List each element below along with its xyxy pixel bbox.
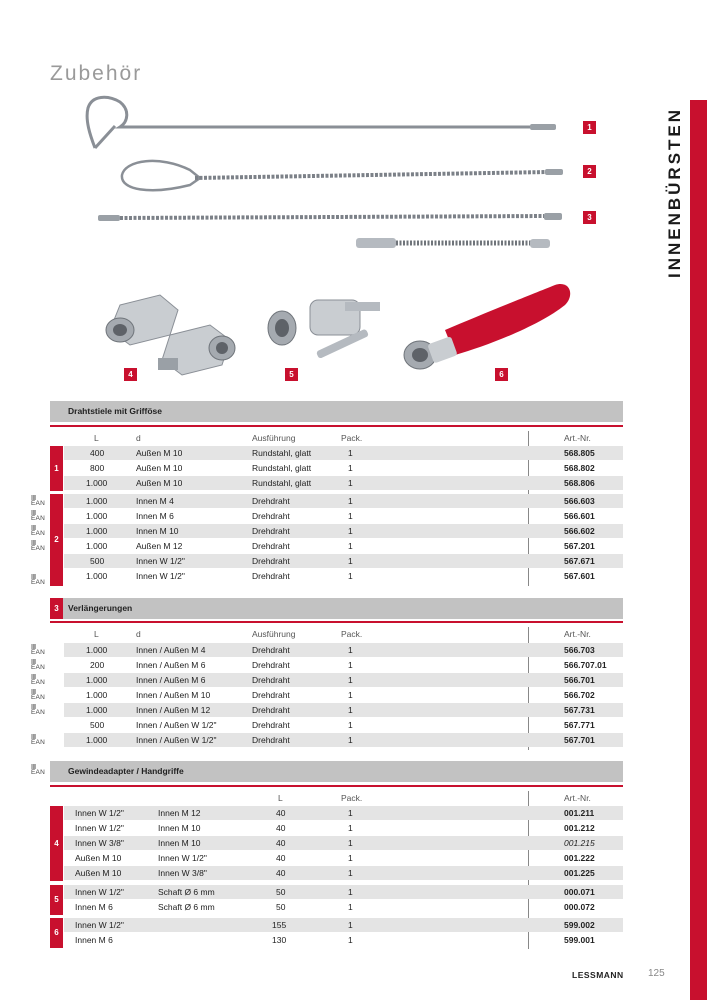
table-header: L d Ausführung Pack. Art.-Nr. [94,433,591,443]
table-row: 500 Innen / Außen W 1/2" Drehdraht 1 567.771 [90,720,595,730]
table-row: 1.000 Innen / Außen M 6 Drehdraht 1 566.701 [64,673,623,687]
table-row: 500 Innen W 1/2" Drehdraht 1 567.671 [64,554,623,568]
ean-barcode-icon: |||||| EAN [31,704,45,716]
section-divider [50,785,623,787]
ean-barcode-icon: |||||| EAN [31,525,45,537]
group-tag-4: 4 [50,806,63,881]
product-6-image [404,284,570,369]
table-row: 1.000 Innen / Außen W 1/2" Drehdraht 1 567.701 [64,733,623,747]
group-tag-2: 2 [50,494,63,586]
page-title: Zubehör [50,62,143,85]
table-row: 1.000 Innen M 10 Drehdraht 1 566.602 [64,524,623,538]
table-row: 800 Außen M 10 Rundstahl, glatt 1 568.802 [90,463,595,473]
table-row: 1.000 Innen M 6 Drehdraht 1 566.601 [86,511,595,521]
ean-barcode-icon: |||||| EAN [31,674,45,686]
brand-logo: LESSMANN [572,970,624,980]
group-tag-5: 5 [50,885,63,915]
section-header-drahtstiele: Drahtstiele mit Grifföse [50,401,623,422]
ean-barcode-icon: |||||| EAN [31,689,45,701]
image-tag-1: 1 [583,121,596,134]
table-row: Außen M 10 Innen W 3/8" 40 1 001.225 [64,866,623,880]
table-row: 200 Innen / Außen M 6 Drehdraht 1 566.707.01 [90,660,607,670]
table-row: Innen M 6 130 1 599.001 [75,935,595,945]
table-row: 1.000 Außen M 12 Drehdraht 1 567.201 [86,541,595,551]
side-title: INNENBÜRSTEN [665,106,684,279]
ean-barcode-icon: |||||| EAN [31,495,45,507]
product-illustrations [60,90,600,390]
page-number: 125 [648,968,665,979]
section-divider [50,621,623,623]
table-row: 1.000 Innen W 1/2" Drehdraht 1 567.601 [86,571,595,581]
section-divider [50,425,623,427]
product-5-image [268,300,380,359]
table-row: 1.000 Innen M 4 Drehdraht 1 566.603 [64,494,623,508]
table-row: Innen W 1/2" Innen M 10 40 1 001.212 [75,823,595,833]
table-header: L d Ausführung Pack. Art.-Nr. [94,629,591,639]
table-row: 1.000 Innen / Außen M 4 Drehdraht 1 566.703 [64,643,623,657]
ean-barcode-icon: |||||| EAN [31,510,45,522]
table-row: Innen M 6 Schaft Ø 6 mm 50 1 000.072 [75,902,595,912]
ean-barcode-icon: |||||| EAN [31,644,45,656]
ean-barcode-icon: |||||| EAN [31,659,45,671]
table-row: Innen W 1/2" 155 1 599.002 [64,918,623,932]
ean-barcode-icon: |||||| EAN [31,574,45,586]
section-header-verlaengerungen: 3 Verlängerungen [50,598,623,619]
image-tag-5: 5 [285,368,298,381]
image-tag-4: 4 [124,368,137,381]
image-tag-2: 2 [583,165,596,178]
product-2-image [122,161,563,190]
product-1-image [87,97,556,148]
product-3-image [98,213,562,221]
ean-barcode-icon: |||||| EAN [31,734,45,746]
image-tag-3: 3 [583,211,596,224]
product-4-image [106,295,235,375]
brush-piece-image [356,238,550,248]
table-row: Innen W 1/2" Schaft Ø 6 mm 50 1 000.071 [64,885,623,899]
table-header: L Pack. Art.-Nr. [278,793,591,803]
table-row: 1.000 Innen / Außen M 10 Drehdraht 1 566.702 [86,690,595,700]
table-row: 1.000 Außen M 10 Rundstahl, glatt 1 568.806 [64,476,623,490]
image-tag-6: 6 [495,368,508,381]
sidebar-accent-bar [690,100,707,1000]
table-row: Innen W 3/8" Innen M 10 40 1 001.215 [64,836,623,850]
group-tag-1: 1 [50,446,63,491]
table-row: Außen M 10 Innen W 1/2" 40 1 001.222 [75,853,595,863]
ean-barcode-icon: |||||| EAN [31,540,45,552]
table-row: 400 Außen M 10 Rundstahl, glatt 1 568.805 [64,446,623,460]
group-tag-6: 6 [50,918,63,948]
table-row: Innen W 1/2" Innen M 12 40 1 001.211 [64,806,623,820]
ean-barcode-icon: |||||| EAN [31,764,45,776]
section-header-gewindeadapter: Gewindeadapter / Handgriffe [50,761,623,782]
table-row: 1.000 Innen / Außen M 12 Drehdraht 1 567.731 [64,703,623,717]
